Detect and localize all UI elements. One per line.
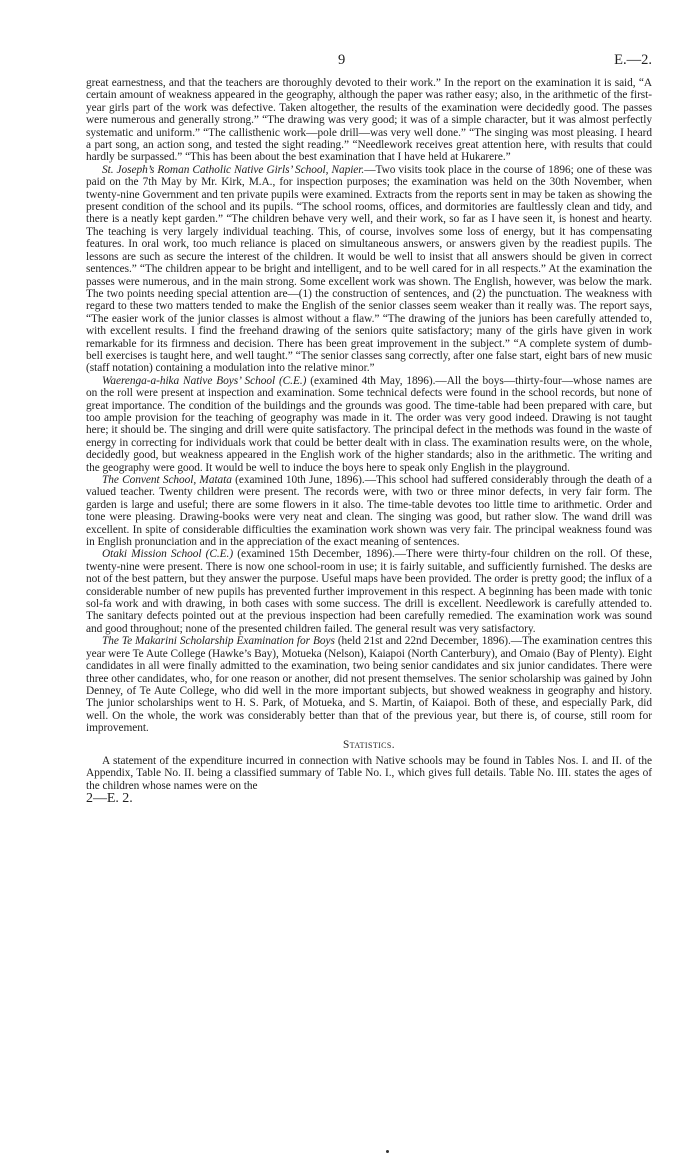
document-reference: E.—2.: [614, 52, 652, 68]
paragraph-text-otaki: (examined 15th December, 1896).—There were thirty-four children on the roll. Of these, twenty-nine were present. There is now one school-room in use; it is fairly suitable, and sufficiently furnished. The desks are not of the best pattern, but they answer the purpose. Useful maps have been provided. The order is pretty good; the influx of a considerable number of new pupils has prevented further improvement in this respect. A beginning has been made with tonic sol-fa work and with drawing, in both cases with some success. The drill is excellent. Needlework is carefully attended to. The sanitary defects pointed out at the previous inspection had been carefully remedied. The examination work was sound and good throughout; none of the presented children failed. The general result was very satisfactory.: [86, 548, 652, 635]
school-title-otaki: Otaki Mission School (C.E.): [102, 548, 234, 561]
school-title-convent-matata: The Convent School, Matata: [102, 474, 232, 486]
school-title-waerenga: Waerenga-a-hika Native Boys’ School (C.E.): [102, 374, 307, 387]
signature-mark: 2—E. 2.: [86, 791, 133, 807]
paragraph-text-convent-matata: (examined 10th June, 1896).—This school had suffered considerably through the death of a valued teacher. Twenty children were present. The records were, with two or three minor defects, in very fair form. The garden is large and useful; there are some flowers in it also. The time-table devotes too little time to arithmetic. Order and tone were pleasing. Drawing-books were very neat and clean. The singing was good, but rather slow. The wand drill was excellent. In spite of considerable difficulties the examination work shown was very fair. The principal weakness found was in English pronunciation and in the appreciation of the exact meaning of sentences.: [86, 474, 652, 549]
paragraph-waerenga: [86, 375, 652, 474]
paragraph-convent-matata: [86, 474, 652, 548]
paragraph-text-te-makarini: (held 21st and 22nd December, 1896).—The examination centres this year were Te Aute College (Hawke’s Bay), Motueka (Nelson), Kaiapoi (North Canterbury), and Omaio (Bay of Plenty). Eight candidates in all were finally admitted to the examination, two being senior candidates and six junior candidates. There were three other candidates, who, for one reason or another, did not present themselves. The senior scholarship was gained by John Denney, of Te Aute College, who did well in the more important subjects, but showed weakness in geography and history. The junior scholarships went to H. S. Park, of Motueka, and S. Martin, of Kaiapoi. Both of these, and especially Park, did well. On the whole, the work was considerably better than that of the previous year, but there is, of course, still room for improvement.: [86, 635, 653, 735]
page-number: 9: [338, 52, 346, 68]
document-page: [86, 52, 652, 806]
report-body: [86, 77, 652, 806]
paragraph-te-makarini: [86, 635, 652, 734]
page-speck: [386, 1150, 389, 1153]
paragraph-statistics: A statement of the expenditure incurred in connection with Native schools may be found in Tables Nos. I. and II. of the Appendix, Table No. II. being a classified summary of Table No. I., which gives full details. Table No. III. states the ages of the children whose names were on the: [86, 754, 652, 792]
paragraph-text-waerenga: (examined 4th May, 1896).—All the boys—thirty-four—whose names are on the roll were present at inspection and examination. Some technical defects were found in the school records, but none of great importance. The condition of the buildings and the grounds was good. The time-table had been prepared with care, but too ample provision for the teaching of geography was made in it. The order was very good indeed. Drawing is not taught here; it should be. The singing and drill were quite satisfactory. The principal defect in the methods was found in the waste of energy in correcting for individuals work that could be better dealt with in class. The examination results were, on the whole, decidedly good, but weakness appeared in the English work of the higher standards; also in the arithmetic. The writing and the geography were good. It would be well to induce the boys here to speak only English in the playground.: [86, 374, 653, 474]
page-header: [86, 52, 652, 74]
paragraph-st-josephs: [86, 164, 652, 375]
school-title-st-josephs: St. Joseph’s Roman Catholic Native Girls’ School, Napier.: [102, 163, 365, 176]
paragraph-text-st-josephs: —Two visits took place in the course of 1896; one of these was paid on the 7th May by Mr. Kirk, M.A., for inspection purposes; the examination was held on the 30th November, when twenty-nine Government and ten private pupils were examined. Extracts from the reports sent in may be taken as showing the present condition of the school and its pupils. “The school rooms, offices, and dormitories are faultlessly clean and tidy, and there is a neatly kept garden.” “The children behave very well, and their work, so far as I have seen it, is honest and hearty. The teaching is very largely individual teaching. This, of course, involves some loss of energy, but it has compensating features. In oral work, too much reliance is placed on simultaneous answers, or answers given by the readiest pupils. The lessons are such as secure the interest of the children. It would be well to insist that all answers should be given in correct sentences.” “The children appear to be bright and intelligent, and to be well cared for in all respects.” At the examination the passes were numerous, and in the main strong. Some excellent work was shown. The English, however, was below the mark. The two points needing special attention are—(1) the construction of sentences, and (2) the punctuation. The weakness with regard to these two matters tended to make the English of the senior classes seem weaker than it really was. The report says, “The easier work of the junior classes is almost without a flaw.” “The drawing of the juniors has been carefully attended to, with excellent results. I find the freehand drawing of the seniors quite satisfactory; many of the girls have given in work remarkable for its firmness and decision. There has been great improvement in the subject.” “A complete system of dumb-bell exercises is taught here, and well taught.” “The senior classes sang correctly, after one false start, eight bars of new music (staff notation) containing a modulation into the relative minor.”: [86, 163, 652, 375]
title-te-makarini: The Te Makarini Scholarship Examination for Boys: [102, 635, 335, 648]
paragraph-otaki: [86, 548, 652, 635]
section-heading-statistics: Statistics.: [343, 738, 395, 751]
paragraph-hukarere-continued: great earnestness, and that the teachers are thoroughly devoted to their work.” In the report on the examination it is said, “A certain amount of weakness appeared in the geography, although the paper was rather easy; also, in the arithmetic of the first-year girls part of the work was defective. Taken altogether, the results of the examination were decidedly good. The passes were numerous and generally strong.” “The drawing was very good; it was of a simple character, but it was almost perfectly systematic and uniform.” “The callisthenic work—pole drill—was very well done.” “The singing was most pleasing. I heard a part song, an action song, and tested the sight reading.” “Needlework receives great attention here, with results that could hardly be surpassed.” “This has been about the best examination that I have held at Hukarere.”: [86, 77, 652, 164]
